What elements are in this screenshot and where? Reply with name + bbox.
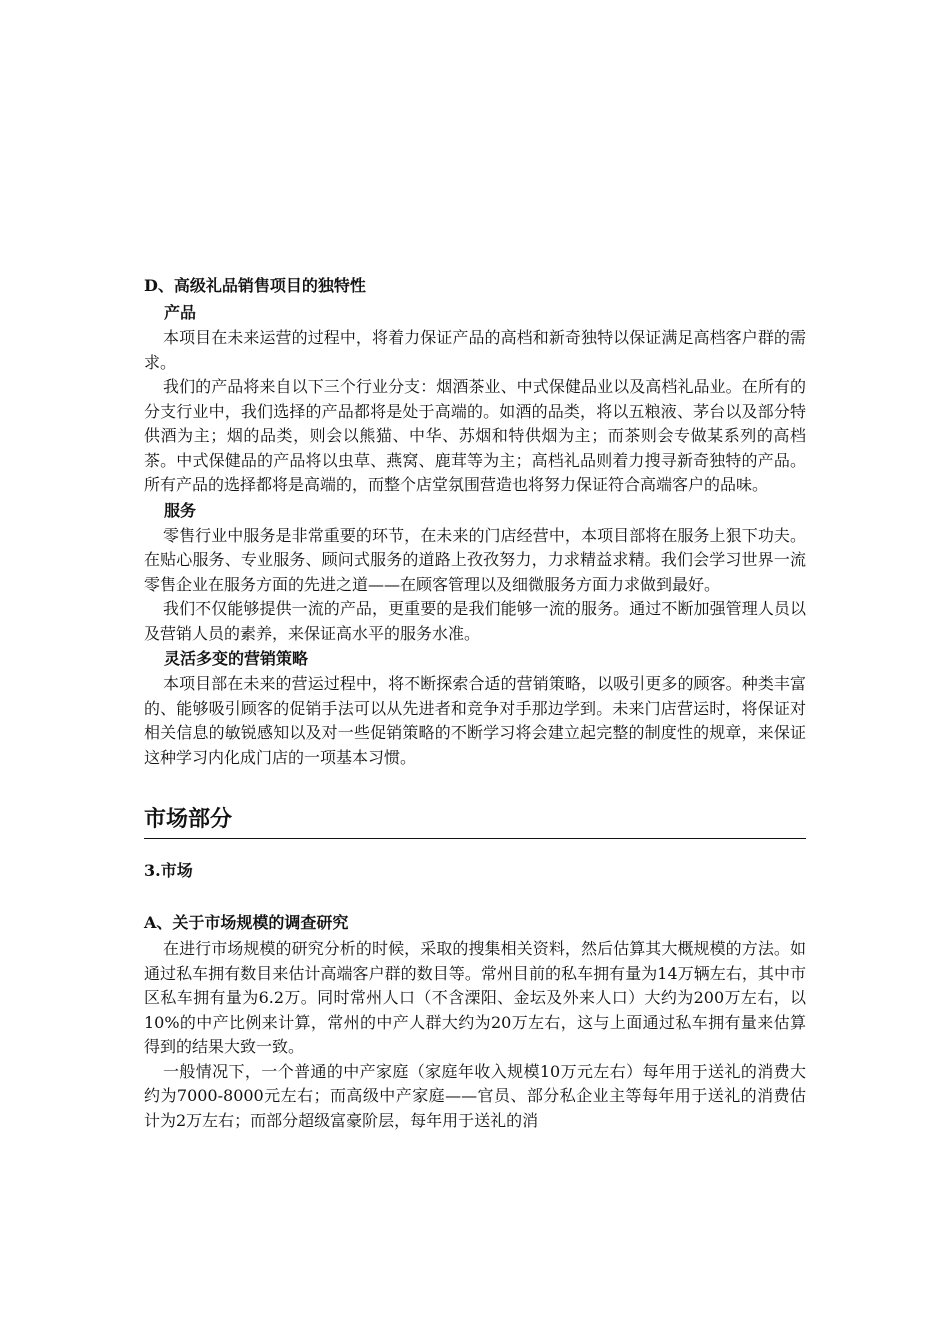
paragraph-product-1: 本项目在未来运营的过程中，将着力保证产品的高档和新奇独特以保证满足高档客户群的需求。 (144, 328, 806, 372)
part-title-market: 市场部分 (144, 804, 806, 839)
subheading-service: 服务 (164, 500, 197, 520)
paragraph-market-2: 一般情况下，一个普通的中产家庭（家庭年收入规模10万元左右）每年用于送礼的消费大约为7000-8000元左右；而高级中产家庭——官员、部分私企业主等每年用于送礼的消费估计为2万左右；而部分超级富豪阶层，每年用于送礼的消 (144, 1061, 806, 1130)
section-a-title: A、关于市场规模的调查研究 (144, 913, 349, 932)
paragraph-service-1: 零售行业中服务是非常重要的环节，在未来的门店经营中，本项目部将在服务上狠下功夫。在贴心服务、专业服务、顾问式服务的道路上孜孜努力，力求精益求精。我们会学习世界一流零售企业在服务方面的先进之道——在顾客管理以及细微服务方面力求做到最好。 (144, 525, 806, 594)
chapter-title-market: 3.市场 (144, 861, 193, 880)
subheading-product: 产品 (164, 303, 197, 322)
subheading-marketing: 灵活多变的营销策略 (164, 649, 309, 668)
page-content (144, 272, 806, 1133)
paragraph-product-2: 我们的产品将来自以下三个行业分支：烟酒茶业、中式保健品业以及高档礼品业。在所有的分支行业中，我们选择的产品都将是处于高端的。如酒的品类，将以五粮液、茅台以及部分特供酒为主；烟的品类，则会以熊猫、中华、苏烟和特供烟为主；而茶则会专做某系列的高档茶。中式保健品的产品将以虫草、燕窝、鹿茸等为主；高档礼品则着力搜寻新奇独特的产品。所有产品的选择都将是高端的，而整个店堂氛围营造也将努力保证符合高端客户的品味。 (144, 377, 806, 494)
paragraph-service-2: 我们不仅能够提供一流的产品，更重要的是我们能够一流的服务。通过不断加强管理人员以及营销人员的素养，来保证高水平的服务水准。 (144, 599, 806, 643)
paragraph-market-1: 在进行市场规模的研究分析的时候，采取的搜集相关资料，然后估算其大概规模的方法。如通过私车拥有数目来估计高端客户群的数目等。常州目前的私车拥有量为14万辆左右，其中市区私车拥有量为6.2万。同时常州人口（不含溧阳、金坛及外来人口）大约为200万左右，以10%的中产比例来计算，常州的中产人群大约为20万左右，这与上面通过私车拥有量来估算得到的结果大致一致。 (144, 939, 806, 1056)
paragraph-marketing: 本项目部在未来的营运过程中，将不断探索合适的营销策略，以吸引更多的顾客。种类丰富的、能够吸引顾客的促销手法可以从先进者和竞争对手那边学到。未来门店营运时，将保证对相关信息的敏锐感知以及对一些促销策略的不断学习将会建立起完整的制度性的规章，来保证这种学习内化成门店的一项基本习惯。 (144, 674, 806, 767)
section-d-title: D、高级礼品销售项目的独特性 (144, 276, 366, 295)
